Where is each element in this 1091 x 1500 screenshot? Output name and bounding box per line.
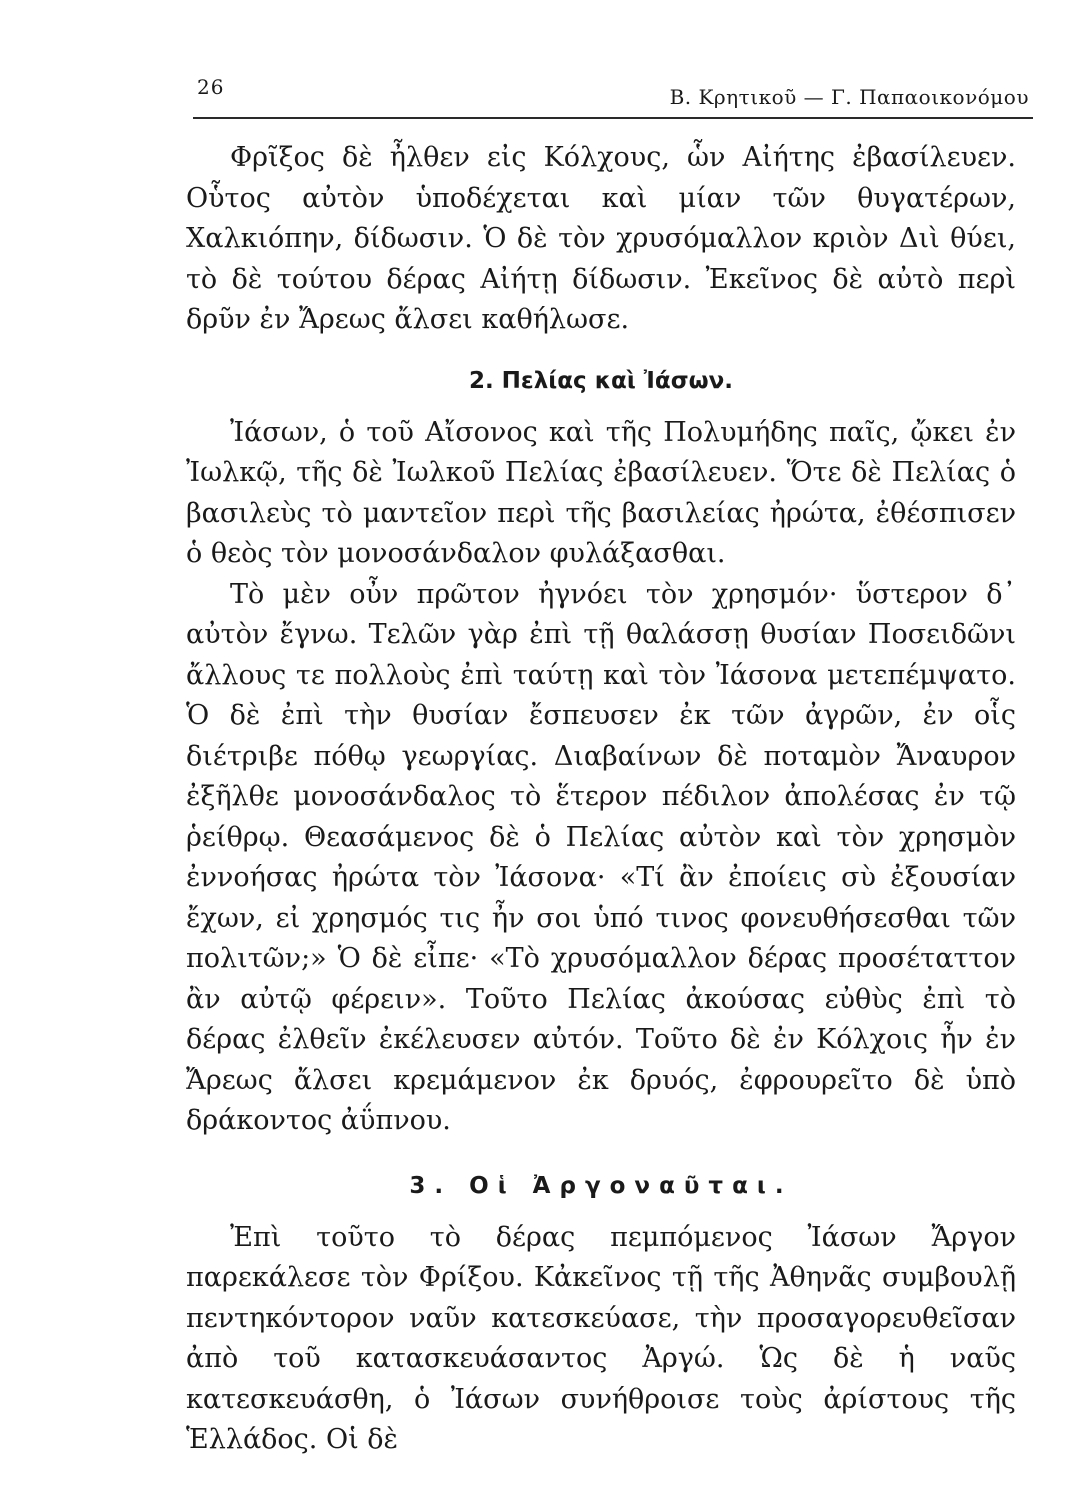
header-rule [193, 117, 1033, 119]
intro-paragraph: Φρῖξος δὲ ἦλθεν εἰς Κόλχους, ὧν Αἰήτης ἐβασίλευεν. Οὗτος αὐτὸν ὑποδέχεται καὶ μίαν τῶν θυγατέρων, Χαλκιόπην, δίδωσιν. Ὁ δὲ τὸν χρυσόμαλλον κριὸν Διὶ θύει, τὸ δὲ τούτου δέρας Αἰήτῃ δίδωσιν. Ἐκεῖνος δὲ αὐτὸ περὶ δρῦν ἐν Ἄρεως ἄλσει καθήλωσε. [186, 142, 1016, 335]
body-text [186, 138, 1016, 1461]
running-head: Β. Κρητικοῦ — Γ. Παπαοικονόμου [669, 85, 1029, 109]
section-2-heading: 2. Πελίας καὶ Ἰάσων. [468, 367, 734, 394]
section-2-paragraph-2: Τὸ μὲν οὖν πρῶτον ἠγνόει τὸν χρησμόν· ὕστερον δ᾽ αὐτὸν ἔγνω. Τελῶν γὰρ ἐπὶ τῇ θαλάσσῃ θυσίαν Ποσειδῶνι ἄλλους τε πολλοὺς ἐπὶ ταύτῃ καὶ τὸν Ἰάσονα μετεπέμψατο. Ὁ δὲ ἐπὶ τὴν θυσίαν ἔσπευσεν ἐκ τῶν ἀγρῶν, ἐν οἷς διέτριβε πόθῳ γεωργίας. Διαβαίνων δὲ ποταμὸν Ἄναυρον ἐξῆλθε μονοσάνδαλος τὸ ἕτερον πέδιλον ἀπολέσας ἐν τῷ ῥείθρῳ. Θεασάμενος δὲ ὁ Πελίας αὐτὸν καὶ τὸν χρησμὸν ἐννοήσας ἠρώτα τὸν Ἰάσονα· «Τί ἂν ἐποίεις σὺ ἐξουσίαν ἔχων, εἰ χρησμός τις ἦν σοι ὑπό τινος φονευθήσεσθαι τῶν πολιτῶν;» Ὁ δὲ εἶπε· «Τὸ χρυσόμαλλον δέρας προσέταττον ἂν αὐτῷ φέρειν». Τοῦτο Πελίας ἀκούσας εὐθὺς ἐπὶ τὸ δέρας ἐλθεῖν ἐκέλευσεν αὐτόν. Τοῦτο δὲ ἐν Κόλχοις ἦν ἐν Ἄρεως ἄλσει κρεμάμενον ἐκ δρυός, ἐφρουρεῖτο δὲ ὑπὸ δράκοντος ἀΰπνου. [186, 578, 1016, 1136]
section-3-heading: 3. Οἱ Ἀργοναῦται. [409, 1172, 793, 1199]
section-3-paragraph: Ἐπὶ τοῦτο τὸ δέρας πεμπόμενος Ἰάσων Ἄργον παρεκάλεσε τὸν Φρίξου. Κἀκεῖνος τῇ τῆς Ἀθηνᾶς συμβουλῇ πεντηκόντορον ναῦν κατεσκεύασε, τὴν προσαγορευθεῖσαν ἀπὸ τοῦ κατασκευάσαντος Ἀργώ. Ὡς δὲ ἡ ναῦς κατεσκευάσθη, ὁ Ἰάσων συνήθροισε τοὺς ἀρίστους τῆς Ἑλλάδος. Οἱ δὲ [186, 1221, 1016, 1455]
section-2-paragraph-1: Ἰάσων, ὁ τοῦ Αἴσονος καὶ τῆς Πολυμήδης παῖς, ᾤκει ἐν Ἰωλκῷ, τῆς δὲ Ἰωλκοῦ Πελίας ἐβασίλευεν. Ὅτε δὲ Πελίας ὁ βασιλεὺς τὸ μαντεῖον περὶ τῆς βασιλείας ἠρώτα, ἐθέσπισεν ὁ θεὸς τὸν μονοσάνδαλον φυλάξασθαι. [186, 416, 1016, 569]
page-number: 26 [197, 75, 225, 99]
